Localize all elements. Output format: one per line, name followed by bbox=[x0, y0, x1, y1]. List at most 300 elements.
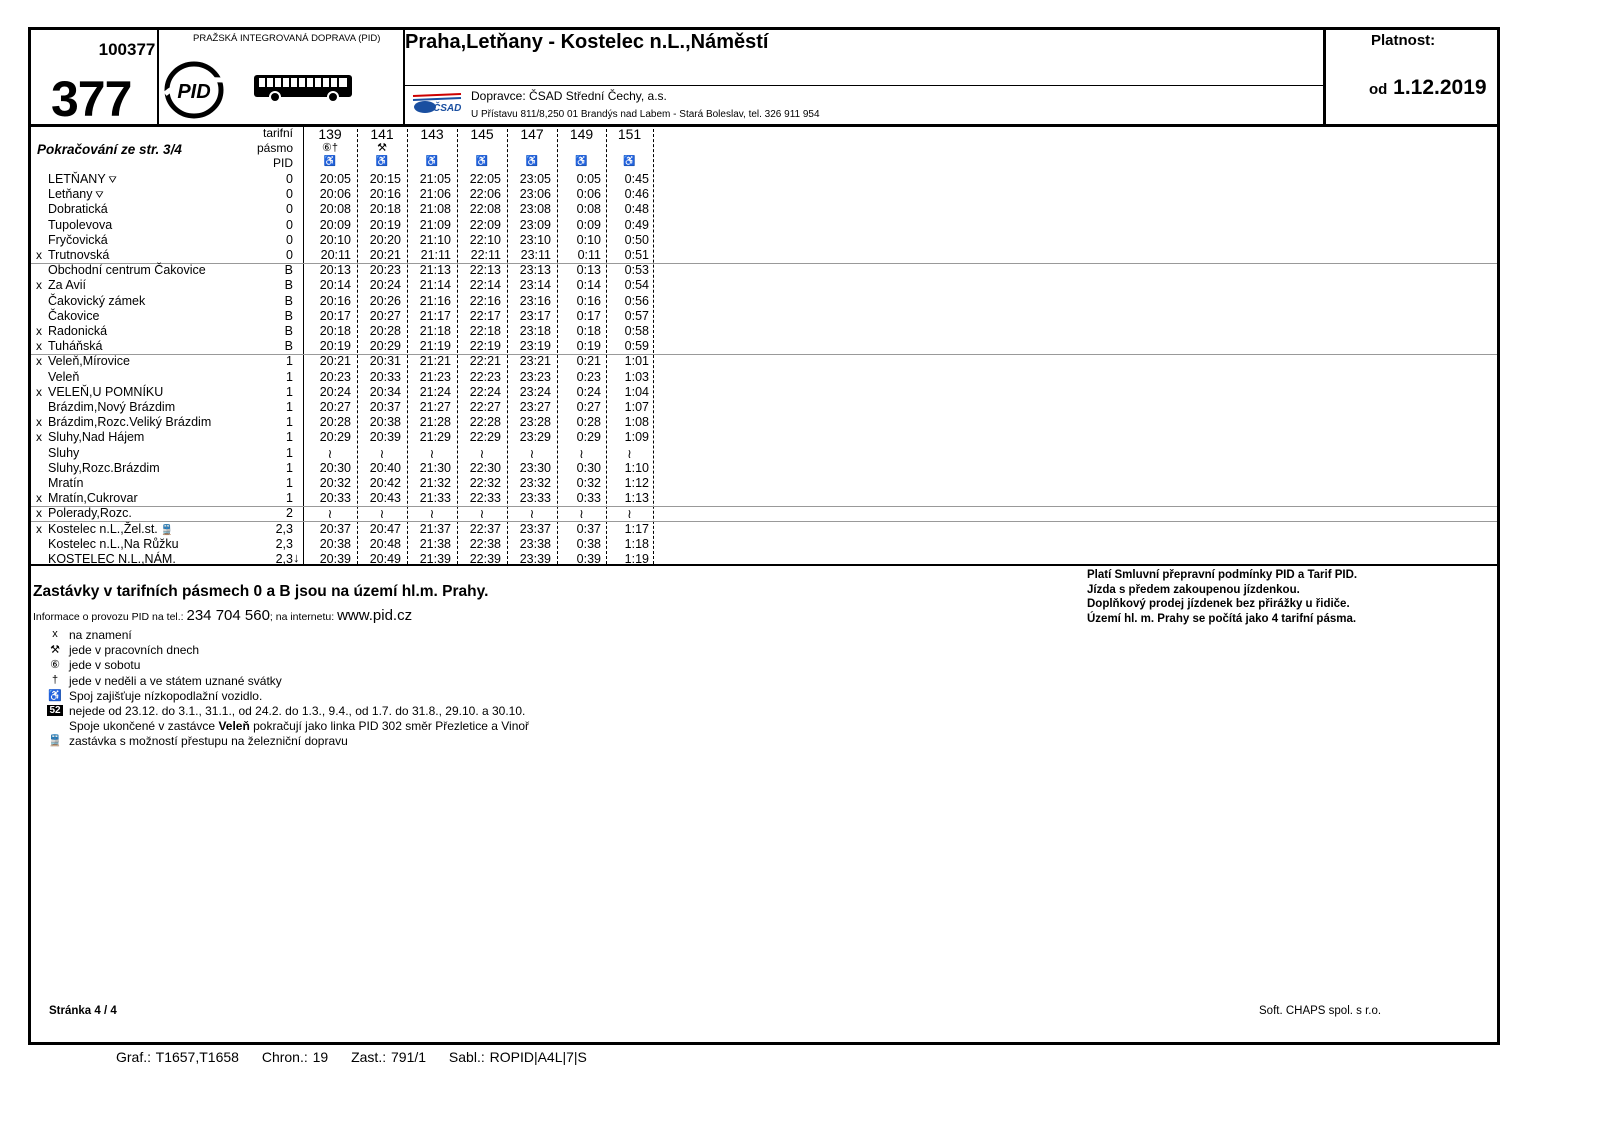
departure-time: 21:23 bbox=[419, 369, 451, 384]
departure-time: 20:37 bbox=[319, 521, 351, 536]
departure-time: ≀ bbox=[379, 446, 385, 461]
svg-text:ČSAD: ČSAD bbox=[433, 103, 462, 114]
departure-time: 20:08 bbox=[319, 202, 351, 217]
legend-symbol: ⚒ bbox=[50, 644, 60, 657]
zone-value: 1 bbox=[286, 354, 293, 369]
departure-time: 1:12 bbox=[624, 476, 649, 490]
departure-time: 20:39 bbox=[369, 430, 401, 445]
stop-name: Brázdim,Nový Brázdim bbox=[48, 400, 176, 414]
legend-text: Spoj zajišťuje nízkopodlažní vozidlo. bbox=[69, 688, 263, 703]
validity-date: od 1.12.2019 bbox=[1369, 76, 1487, 99]
departure-time: 23:28 bbox=[519, 415, 551, 430]
wheelchair-icon: ♿ bbox=[375, 156, 389, 167]
departure-time: 0:37 bbox=[576, 521, 601, 536]
departure-time: 20:14 bbox=[319, 278, 351, 293]
zone-value: B bbox=[284, 263, 293, 278]
train-icon: 🚆 bbox=[157, 524, 174, 536]
departure-time: 20:42 bbox=[369, 476, 401, 490]
rule-line: Jízda s předem zakoupenou jízdenkou. bbox=[1087, 583, 1300, 596]
trip-number: 139 bbox=[318, 126, 342, 142]
request-stop-mark: x bbox=[36, 278, 42, 293]
departure-time: 21:24 bbox=[419, 384, 451, 399]
departure-time: 21:28 bbox=[419, 415, 451, 430]
departure-time: 23:21 bbox=[519, 354, 551, 369]
departure-time: 0:50 bbox=[624, 232, 649, 247]
departure-time: 20:27 bbox=[369, 308, 401, 323]
stop-name: Mratín,Cukrovar bbox=[48, 491, 138, 506]
request-stop-mark: x bbox=[36, 521, 42, 536]
departure-time: 22:18 bbox=[469, 324, 501, 338]
departure-time: 0:54 bbox=[624, 278, 649, 293]
departure-time: 0:53 bbox=[624, 263, 649, 278]
zone-separator bbox=[31, 354, 1497, 355]
departure-time: 22:09 bbox=[469, 217, 501, 232]
zone-value: B bbox=[284, 293, 293, 308]
departure-time: 20:11 bbox=[320, 248, 351, 262]
stop-name: Tuháňská bbox=[48, 339, 103, 354]
departure-time: 21:09 bbox=[419, 217, 451, 232]
departure-time: 0:56 bbox=[624, 293, 649, 308]
bus-icon bbox=[253, 72, 353, 104]
legend-text: na znamení bbox=[69, 628, 132, 642]
departure-time: 21:14 bbox=[419, 278, 451, 293]
departure-time: 20:17 bbox=[319, 308, 351, 323]
departure-time: 21:08 bbox=[419, 202, 451, 217]
departure-time: 20:27 bbox=[319, 400, 351, 414]
departure-time: 21:29 bbox=[419, 430, 451, 445]
request-stop-mark: x bbox=[36, 248, 42, 262]
legend-text: jede v pracovních dnech bbox=[69, 643, 200, 658]
request-stop-mark: x bbox=[36, 324, 42, 338]
departure-time: 20:26 bbox=[369, 293, 401, 308]
line-number: 377 bbox=[51, 71, 132, 127]
departure-time: 0:24 bbox=[576, 384, 601, 399]
stop-name: Dobratická bbox=[48, 202, 108, 217]
metro-icon: ⛛ bbox=[105, 175, 117, 186]
departure-time: 1:01 bbox=[624, 354, 649, 369]
departure-time: 22:16 bbox=[469, 293, 501, 308]
zone-value: 0 bbox=[286, 202, 293, 217]
departure-time: 23:16 bbox=[519, 293, 551, 308]
departure-time: 1:18 bbox=[624, 536, 649, 551]
departure-time: 1:10 bbox=[624, 460, 649, 475]
departure-time: 0:45 bbox=[624, 172, 649, 186]
departure-time: 20:19 bbox=[319, 339, 351, 354]
zone-value: 0 bbox=[286, 187, 293, 202]
departure-time: 20:38 bbox=[319, 536, 351, 551]
departure-time: 0:29 bbox=[576, 430, 601, 445]
legend-symbol: ⑥ bbox=[50, 659, 60, 672]
departure-time: 23:13 bbox=[519, 263, 551, 278]
departure-time: 21:19 bbox=[419, 339, 451, 354]
stop-name: Sluhy,Rozc.Brázdim bbox=[48, 460, 160, 475]
departure-time: 20:28 bbox=[369, 324, 401, 338]
departure-time: 22:24 bbox=[469, 384, 501, 399]
departure-time: 23:05 bbox=[519, 172, 551, 186]
zone-value: 1 bbox=[286, 445, 293, 460]
stop-name: Fryčovická bbox=[48, 232, 108, 247]
departure-time: 1:17 bbox=[624, 521, 649, 536]
departure-time: 22:10 bbox=[469, 232, 501, 247]
departure-time: 22:06 bbox=[469, 187, 501, 202]
rule-line: Platí Smluvní přepravní podmínky PID a Tarif PID. bbox=[1087, 569, 1358, 581]
trip-number: 141 bbox=[370, 126, 394, 142]
departure-time: 23:24 bbox=[519, 384, 551, 399]
zone-value: 0 bbox=[286, 232, 293, 247]
departure-time: 23:18 bbox=[519, 324, 551, 338]
departure-time: 20:40 bbox=[369, 460, 401, 475]
header-carrier-line bbox=[403, 85, 1323, 86]
departure-time: 22:08 bbox=[469, 202, 501, 217]
stop-name: Obchodní centrum Čakovice bbox=[48, 263, 206, 278]
departure-time: ≀ bbox=[327, 507, 333, 522]
departure-time: 20:37 bbox=[369, 400, 401, 414]
departure-time: 20:49 bbox=[369, 552, 401, 566]
trip-number: 149 bbox=[569, 126, 594, 142]
zones-note: Zastávky v tarifních pásmech 0 a B jsou na území hl.m. Prahy. bbox=[33, 583, 489, 600]
departure-time: 21:11 bbox=[420, 248, 451, 262]
departure-time: 0:59 bbox=[624, 339, 649, 354]
departure-time: 0:18 bbox=[576, 324, 601, 338]
departure-time: 20:43 bbox=[369, 491, 401, 506]
departure-time: 22:29 bbox=[469, 430, 501, 445]
departure-time: 23:32 bbox=[519, 476, 551, 490]
departure-time: 20:24 bbox=[369, 278, 401, 293]
departure-time: 20:16 bbox=[369, 187, 401, 202]
departure-time: 0:38 bbox=[576, 536, 601, 551]
zone-value: 2 bbox=[286, 506, 293, 521]
departure-time: 23:14 bbox=[519, 278, 551, 293]
departure-time: 20:21 bbox=[319, 354, 351, 369]
wheelchair-icon: ♿ bbox=[623, 156, 636, 167]
departure-time: 0:46 bbox=[624, 187, 649, 202]
departure-time: ≀ bbox=[429, 446, 435, 461]
stop-name: Radonická bbox=[48, 324, 108, 338]
request-stop-mark: x bbox=[36, 384, 42, 399]
departure-time: 20:18 bbox=[319, 324, 351, 338]
departure-time: ≀ bbox=[479, 507, 485, 522]
stop-name: Letňany ⛛ bbox=[48, 187, 104, 202]
departure-time: 1:03 bbox=[624, 369, 649, 384]
departure-time: 22:05 bbox=[469, 172, 501, 186]
stop-name: Čakovický zámek bbox=[48, 293, 146, 308]
legend-symbol: 52 bbox=[49, 705, 61, 716]
rules-list bbox=[1087, 568, 1357, 626]
metro-icon: ⛛ bbox=[92, 190, 104, 202]
departure-time: 0:05 bbox=[576, 172, 601, 186]
zone-value: B bbox=[284, 324, 293, 338]
departure-time: 20:23 bbox=[319, 369, 351, 384]
departure-time: 20:05 bbox=[319, 172, 351, 186]
zone-value: 1 bbox=[286, 369, 293, 384]
departure-time: 20:33 bbox=[319, 491, 351, 506]
stop-name: Veleň,Mírovice bbox=[48, 354, 130, 369]
departure-time: 22:19 bbox=[469, 339, 501, 354]
zone-value: 1 bbox=[286, 476, 293, 490]
departure-time: 0:21 bbox=[576, 354, 601, 369]
zone-value: 2,3 bbox=[275, 552, 293, 566]
departure-time: 21:18 bbox=[419, 324, 451, 338]
departure-time: 21:05 bbox=[419, 172, 451, 186]
stop-name: Mratín bbox=[48, 476, 84, 490]
departure-time: 20:10 bbox=[319, 232, 351, 247]
zone-value: 1 bbox=[286, 384, 293, 399]
validity-label: Platnost: bbox=[1371, 32, 1436, 49]
departure-time: 0:33 bbox=[576, 491, 601, 506]
departure-time: 22:32 bbox=[469, 476, 501, 490]
departure-time: 23:30 bbox=[519, 460, 551, 475]
timetable-frame bbox=[28, 27, 1500, 1045]
departure-time: ≀ bbox=[379, 507, 385, 522]
departure-time: 20:23 bbox=[369, 263, 401, 278]
departure-time: 0:39 bbox=[576, 552, 601, 566]
departure-time: 0:49 bbox=[624, 217, 649, 232]
departure-time: 1:04 bbox=[624, 384, 649, 399]
footer-chron: Chron.: 19 bbox=[261, 1049, 329, 1065]
departure-time: 20:24 bbox=[319, 384, 351, 399]
trip-number: 143 bbox=[420, 126, 444, 142]
departure-time: 0:14 bbox=[576, 278, 601, 293]
route-title: Praha,Letňany - Kostelec n.L.,Náměstí bbox=[405, 31, 769, 53]
departure-time: 22:11 bbox=[470, 248, 501, 262]
departure-time: 0:57 bbox=[624, 308, 649, 323]
departure-time: 0:27 bbox=[576, 400, 601, 414]
departure-time: 21:38 bbox=[419, 536, 451, 551]
zone-value: 2,3 bbox=[275, 536, 293, 551]
wheelchair-icon: ♿ bbox=[323, 156, 337, 167]
departure-time: 1:13 bbox=[624, 491, 649, 506]
rule-line: Území hl. m. Prahy se počítá jako 4 tarifní pásma. bbox=[1087, 612, 1357, 625]
request-stop-mark: x bbox=[36, 491, 42, 506]
departure-time: 23:39 bbox=[519, 552, 551, 566]
trip-number: 145 bbox=[470, 126, 494, 142]
zone-separator bbox=[31, 263, 1497, 264]
stop-name: Polerady,Rozc. bbox=[48, 506, 132, 521]
stop-name: Tupolevova bbox=[48, 217, 113, 232]
departure-time: 22:21 bbox=[469, 354, 501, 369]
departure-time: 20:09 bbox=[319, 217, 351, 232]
request-stop-mark: x bbox=[36, 339, 42, 354]
departure-time: 0:17 bbox=[576, 308, 601, 323]
departure-time: 0:30 bbox=[576, 460, 601, 475]
departure-time: 23:38 bbox=[519, 536, 551, 551]
departure-time: 1:09 bbox=[624, 430, 649, 445]
zone-value: 0 bbox=[286, 172, 293, 186]
departure-time: 22:27 bbox=[469, 400, 501, 414]
departure-time: 20:39 bbox=[319, 552, 351, 566]
departure-time: 0:48 bbox=[624, 202, 649, 217]
zone-value: B bbox=[284, 339, 293, 354]
legend-symbol: x bbox=[52, 628, 58, 640]
departure-time: 1:08 bbox=[624, 415, 649, 430]
departure-time: 20:47 bbox=[369, 521, 401, 536]
departure-time: 22:39 bbox=[469, 552, 501, 566]
wheelchair-icon: ♿ bbox=[525, 156, 539, 167]
trip-number: 151 bbox=[617, 126, 642, 142]
header-divider-3 bbox=[1323, 30, 1326, 124]
departure-time: 21:16 bbox=[419, 293, 451, 308]
legend-text: jede v neděli a ve státem uznané svátky bbox=[69, 673, 282, 688]
info-line: Informace o provozu PID na tel.: 234 704 560; na internetu: www.pid.cz bbox=[33, 607, 413, 624]
departure-time: 22:13 bbox=[469, 263, 501, 278]
zone-value: 1 bbox=[286, 415, 293, 430]
stop-name: Kostelec n.L.,Na Růžku bbox=[48, 536, 179, 551]
column-separator bbox=[653, 124, 654, 564]
departure-time: 23:19 bbox=[519, 339, 551, 354]
legend-text: Spoje ukončené v zastávce Veleň pokračují jako linka PID 302 směr Přezletice a Vinoř bbox=[69, 719, 530, 734]
departure-time: 21:39 bbox=[419, 552, 451, 566]
stop-name: KOSTELEC N.L.,NÁM. bbox=[48, 552, 176, 566]
legend-symbol: † bbox=[51, 673, 59, 686]
departure-time: 21:27 bbox=[419, 400, 451, 414]
footer-zast: Zast.: 791/1 bbox=[351, 1049, 427, 1065]
departure-time: 0:09 bbox=[576, 217, 601, 232]
stop-name: VELEŇ,U POMNÍKU bbox=[48, 384, 164, 399]
zone-value: 0 bbox=[286, 248, 293, 262]
departure-time: 22:14 bbox=[469, 278, 501, 293]
zone-header-line: tarifní bbox=[262, 126, 293, 140]
zone-separator bbox=[31, 521, 1497, 522]
departure-time: 0:13 bbox=[576, 263, 601, 278]
departure-time: 20:13 bbox=[319, 263, 351, 278]
table-bottom-line bbox=[31, 564, 1497, 566]
pid-title: PRAŽSKÁ INTEGROVANÁ DOPRAVA (PID) bbox=[193, 33, 381, 44]
departure-time: ≀ bbox=[627, 507, 632, 522]
departure-time: ≀ bbox=[529, 507, 535, 522]
departure-time: 23:17 bbox=[519, 308, 551, 323]
column-separator bbox=[303, 124, 304, 564]
request-stop-mark: x bbox=[36, 506, 42, 521]
departure-time: 20:06 bbox=[319, 187, 351, 202]
departure-time: 21:30 bbox=[419, 460, 451, 475]
departure-time: 0:51 bbox=[624, 248, 649, 262]
footer-meta bbox=[116, 1049, 605, 1065]
zone-value: 1 bbox=[286, 430, 293, 445]
stop-name: Brázdim,Rozc.Veliký Brázdim bbox=[48, 415, 212, 430]
departure-time: 22:37 bbox=[469, 521, 501, 536]
departure-time: 20:34 bbox=[369, 384, 401, 399]
zone-value: B bbox=[284, 308, 293, 323]
legend-text: zastávka s možností přestupu na železniční dopravu bbox=[69, 734, 348, 749]
stop-name: Sluhy,Nad Hájem bbox=[48, 430, 145, 445]
departure-time: 0:28 bbox=[576, 415, 601, 430]
departure-time: 0:19 bbox=[576, 339, 601, 354]
departure-time: 0:32 bbox=[576, 476, 601, 490]
page-number: Stránka 4 / 4 bbox=[49, 1005, 117, 1017]
departure-time: 1:07 bbox=[624, 400, 649, 414]
departure-time: 20:20 bbox=[369, 232, 401, 247]
departure-time: 20:31 bbox=[369, 354, 401, 369]
departure-time: 21:21 bbox=[419, 354, 451, 369]
stop-name: Za Avií bbox=[48, 278, 86, 293]
wheelchair-icon: ♿ bbox=[425, 156, 439, 167]
departure-time: 23:08 bbox=[519, 202, 551, 217]
departure-time: 22:28 bbox=[469, 415, 501, 430]
legend-symbol: 🚆 bbox=[48, 735, 62, 748]
legend-symbol: ♿ bbox=[48, 689, 62, 702]
departure-time: ≀ bbox=[579, 507, 584, 522]
departure-time: 20:33 bbox=[369, 369, 401, 384]
legend-text: jede v sobotu bbox=[69, 658, 141, 673]
zone-value: 1 bbox=[286, 460, 293, 475]
departure-time: 23:11 bbox=[520, 248, 551, 262]
departure-time: 20:38 bbox=[369, 415, 401, 430]
stop-name: LETŇANY ⛛ bbox=[48, 172, 117, 186]
departure-time: 20:18 bbox=[369, 202, 401, 217]
departure-time: 23:23 bbox=[519, 369, 551, 384]
departure-time: ≀ bbox=[479, 446, 485, 461]
departure-time: 23:06 bbox=[519, 187, 551, 202]
departure-time: 20:48 bbox=[369, 536, 401, 551]
wheelchair-icon: ♿ bbox=[575, 156, 588, 167]
stop-name: Kostelec n.L.,Žel.st. 🚆 bbox=[48, 521, 174, 536]
departure-time: 21:13 bbox=[419, 263, 451, 278]
trip-number: 147 bbox=[520, 126, 544, 142]
stop-name: Čakovice bbox=[48, 308, 100, 323]
departure-time: 21:10 bbox=[419, 232, 451, 247]
departure-time: ≀ bbox=[327, 446, 333, 461]
departure-time: 0:58 bbox=[624, 324, 649, 338]
departure-time: 21:17 bbox=[419, 308, 451, 323]
stop-name: Trutnovská bbox=[48, 248, 110, 262]
footer-sabl: Sabl.: ROPID|A4L|7|S bbox=[448, 1049, 587, 1065]
departure-time: 22:30 bbox=[469, 460, 501, 475]
zone-value: B bbox=[284, 278, 293, 293]
zone-header-line: PID bbox=[272, 156, 293, 170]
departure-time: 20:21 bbox=[369, 248, 401, 262]
departure-time: 22:17 bbox=[469, 308, 501, 323]
departure-time: 20:29 bbox=[319, 430, 351, 445]
continuation-note: Pokračování ze str. 3/4 bbox=[37, 142, 182, 157]
svg-text:PID: PID bbox=[177, 81, 211, 103]
end-arrow-icon: ↓ bbox=[293, 550, 300, 565]
trip-symbols: ⚒ bbox=[377, 142, 387, 154]
pid-logo-icon bbox=[163, 60, 225, 120]
stop-name: Sluhy bbox=[48, 445, 80, 460]
departure-time: 23:29 bbox=[519, 430, 551, 445]
departure-time: 20:30 bbox=[319, 460, 351, 475]
request-stop-mark: x bbox=[36, 354, 42, 369]
software-credit: Soft. CHAPS spol. s r.o. bbox=[1259, 1005, 1382, 1017]
carrier-address: U Přístavu 811/8,250 01 Brandýs nad Labem - Stará Boleslav, tel. 326 911 954 bbox=[471, 109, 820, 120]
departure-time: 23:09 bbox=[519, 217, 551, 232]
departure-time: 20:15 bbox=[369, 172, 401, 186]
header-bottom-line bbox=[31, 124, 1497, 127]
departure-time: 20:29 bbox=[369, 339, 401, 354]
departure-time: 23:37 bbox=[519, 521, 551, 536]
departure-time: 22:33 bbox=[469, 491, 501, 506]
departure-time: ≀ bbox=[627, 446, 632, 461]
zone-value: 1 bbox=[286, 400, 293, 414]
departure-time: 0:08 bbox=[576, 202, 601, 217]
departure-time: 0:10 bbox=[576, 232, 601, 247]
departure-time: 20:16 bbox=[319, 293, 351, 308]
departure-time: 21:32 bbox=[419, 476, 451, 490]
departure-time: 23:33 bbox=[519, 491, 551, 506]
zone-value: 0 bbox=[286, 217, 293, 232]
departure-time: 21:33 bbox=[419, 491, 451, 506]
departure-time: 0:16 bbox=[576, 293, 601, 308]
zone-header-line: pásmo bbox=[256, 141, 293, 155]
departure-time: 0:06 bbox=[576, 187, 601, 202]
departure-time: 20:28 bbox=[319, 415, 351, 430]
timetable-code: 100377 bbox=[98, 40, 156, 59]
departure-time: 23:27 bbox=[519, 400, 551, 414]
departure-time: 1:19 bbox=[624, 552, 649, 566]
stop-name: Veleň bbox=[48, 369, 80, 384]
departure-time: 21:06 bbox=[419, 187, 451, 202]
request-stop-mark: x bbox=[36, 430, 42, 445]
